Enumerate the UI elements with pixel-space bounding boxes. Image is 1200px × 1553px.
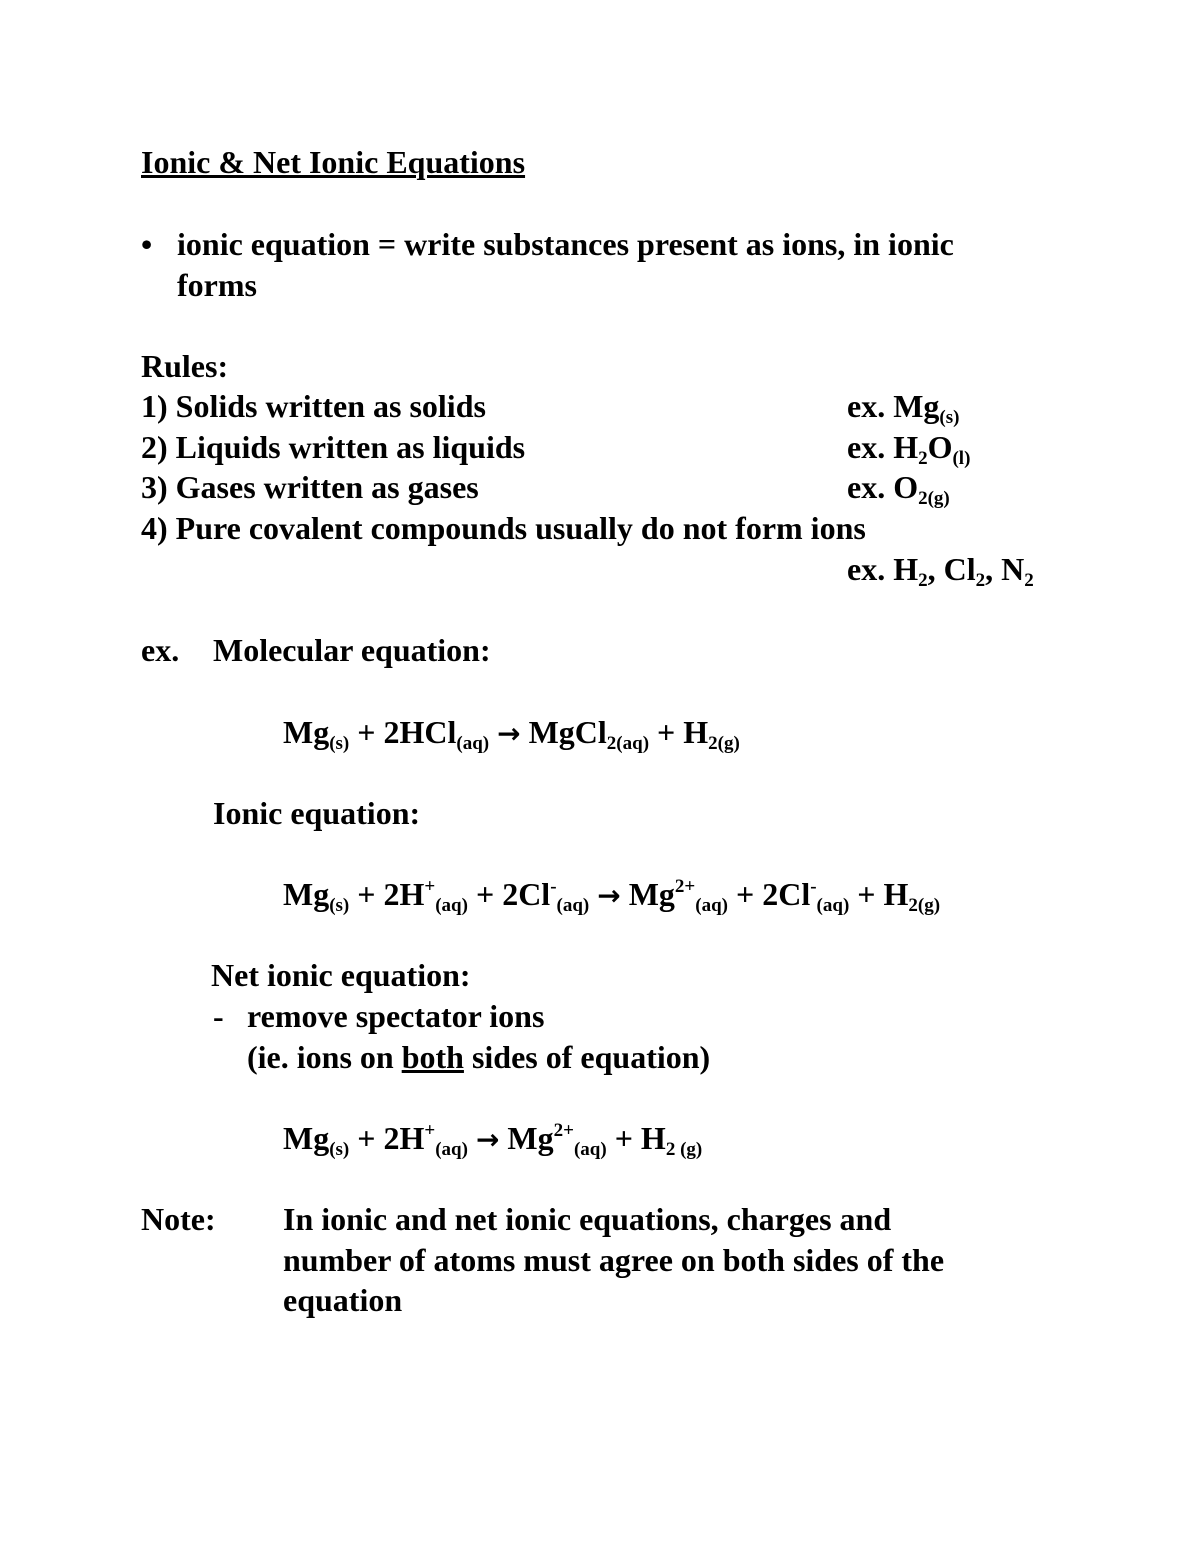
note-line-2: number of atoms must agree on both sides of the: [283, 1242, 945, 1278]
molecular-equation: $Mg_{(s)} + 2HCl_{(aq)}$ → MgCl$_{2(aq)}$ + $H_{2(g)}$: [283, 714, 740, 754]
net-ionic-equation: $Mg_{(s)} + 2H^+_{(aq)} \to Mg^{2+}_{(aq)} + H_{2 (g)}$: [283, 1120, 703, 1160]
arrow-icon: →: [475, 1123, 500, 1156]
bullet-symbol: •: [141, 226, 153, 262]
bullet-line-2: forms: [177, 267, 257, 303]
rule-2: 2) Liquids written as liquids: [141, 429, 526, 465]
rule-4: 4) Pure covalent compounds usually do not form ions: [141, 510, 866, 546]
rule-3: 3) Gases written as gases: [141, 469, 479, 505]
rule-1-example: ex. $Mg_{(s)}$: [847, 388, 960, 428]
ionic-equation-label: Ionic equation:: [213, 795, 421, 831]
note-line-1: In ionic and net ionic equations, charges and: [283, 1201, 892, 1237]
page-title: Ionic & Net Ionic Equations: [141, 144, 526, 180]
rule-4-example: ex. $H_2$, $Cl_2$, $N_2$: [847, 551, 1034, 591]
ionic-equation: $Mg_{(s)} + 2H^+_{(aq)} + 2Cl^-_{(aq)} \to Mg^{2+}_{(aq)} + 2Cl^-_{(aq)} + H_{2(g)}$: [283, 876, 941, 916]
note-line-3: equation: [283, 1282, 403, 1318]
net-ionic-equation-label: Net ionic equation:: [211, 957, 471, 993]
note-label: Note:: [141, 1201, 216, 1237]
arrow-icon: →: [597, 879, 621, 912]
arrow-icon: →: [497, 717, 521, 750]
bullet-line-1: ionic equation = write substances present as ions, in ionic: [177, 226, 954, 262]
net-step-note: (ie. ions on both sides of equation): [247, 1039, 711, 1075]
rule-1: 1) Solids written as solids: [141, 388, 486, 424]
example-prefix: ex.: [141, 632, 180, 668]
net-step: remove spectator ions: [247, 998, 545, 1034]
rule-2-example: ex. $H_2O_{(l)}$: [847, 429, 971, 469]
molecular-equation-label: Molecular equation:: [213, 632, 491, 668]
rule-3-example: ex. $O_{2(g)}$: [847, 469, 950, 509]
rules-heading: Rules:: [141, 348, 229, 384]
net-step-dash: -: [213, 998, 224, 1034]
